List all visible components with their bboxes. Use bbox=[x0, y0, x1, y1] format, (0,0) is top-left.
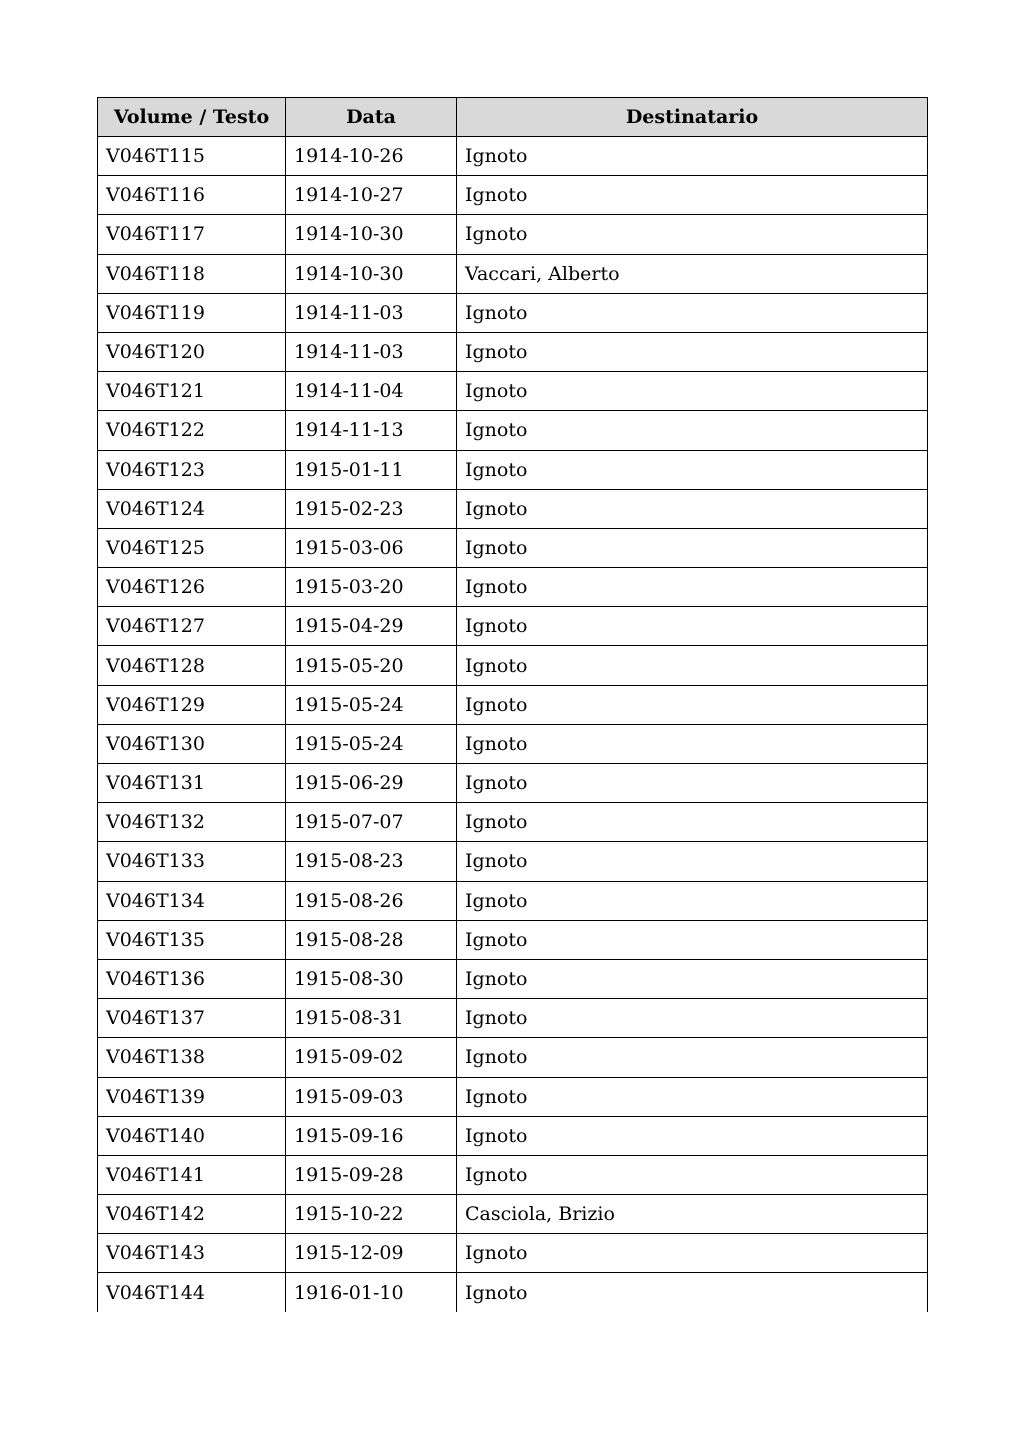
volume-testo-cell: V046T129 bbox=[98, 685, 286, 724]
data-cell: 1914-11-03 bbox=[286, 332, 457, 371]
volume-testo-cell: V046T139 bbox=[98, 1077, 286, 1116]
table-row bbox=[98, 1077, 928, 1116]
destinatario-cell: Ignoto bbox=[457, 489, 928, 528]
destinatario-cell: Ignoto bbox=[457, 372, 928, 411]
data-cell: 1915-08-23 bbox=[286, 842, 457, 881]
data-cell: 1915-02-23 bbox=[286, 489, 457, 528]
destinatario-cell: Ignoto bbox=[457, 764, 928, 803]
volume-testo-cell: V046T144 bbox=[98, 1273, 286, 1312]
volume-testo-cell: V046T136 bbox=[98, 959, 286, 998]
table-row bbox=[98, 1038, 928, 1077]
table-row bbox=[98, 646, 928, 685]
volume-testo-cell: V046T131 bbox=[98, 764, 286, 803]
destinatario-cell: Ignoto bbox=[457, 1155, 928, 1194]
volume-testo-cell: V046T138 bbox=[98, 1038, 286, 1077]
volume-testo-cell: V046T130 bbox=[98, 724, 286, 763]
destinatario-cell: Ignoto bbox=[457, 685, 928, 724]
data-cell: 1915-03-06 bbox=[286, 528, 457, 567]
table-row bbox=[98, 1195, 928, 1234]
data-cell: 1915-09-16 bbox=[286, 1116, 457, 1155]
volume-testo-cell: V046T121 bbox=[98, 372, 286, 411]
destinatario-cell: Ignoto bbox=[457, 568, 928, 607]
table-row bbox=[98, 1273, 928, 1312]
data-cell: 1915-06-29 bbox=[286, 764, 457, 803]
volume-testo-cell: V046T128 bbox=[98, 646, 286, 685]
table-row bbox=[98, 137, 928, 176]
table-row bbox=[98, 999, 928, 1038]
table-row bbox=[98, 489, 928, 528]
table-header bbox=[98, 98, 928, 137]
letters-register-table bbox=[97, 97, 928, 1312]
volume-testo-cell: V046T124 bbox=[98, 489, 286, 528]
destinatario-cell: Ignoto bbox=[457, 999, 928, 1038]
volume-testo-cell: V046T116 bbox=[98, 176, 286, 215]
data-cell: 1915-08-31 bbox=[286, 999, 457, 1038]
destinatario-cell: Ignoto bbox=[457, 1038, 928, 1077]
table-row bbox=[98, 920, 928, 959]
destinatario-cell: Ignoto bbox=[457, 607, 928, 646]
column-header-destinatario: Destinatario bbox=[457, 98, 928, 137]
destinatario-cell: Ignoto bbox=[457, 332, 928, 371]
data-cell: 1915-05-24 bbox=[286, 685, 457, 724]
table-row bbox=[98, 803, 928, 842]
table-row bbox=[98, 332, 928, 371]
data-cell: 1914-10-26 bbox=[286, 137, 457, 176]
destinatario-cell: Ignoto bbox=[457, 959, 928, 998]
volume-testo-cell: V046T143 bbox=[98, 1234, 286, 1273]
volume-testo-cell: V046T119 bbox=[98, 293, 286, 332]
destinatario-cell: Vaccari, Alberto bbox=[457, 254, 928, 293]
destinatario-cell: Ignoto bbox=[457, 215, 928, 254]
destinatario-cell: Ignoto bbox=[457, 137, 928, 176]
volume-testo-cell: V046T137 bbox=[98, 999, 286, 1038]
data-cell: 1915-05-24 bbox=[286, 724, 457, 763]
volume-testo-cell: V046T123 bbox=[98, 450, 286, 489]
volume-testo-cell: V046T132 bbox=[98, 803, 286, 842]
data-cell: 1914-10-30 bbox=[286, 215, 457, 254]
table-row bbox=[98, 1155, 928, 1194]
destinatario-cell: Ignoto bbox=[457, 1234, 928, 1273]
destinatario-cell: Ignoto bbox=[457, 1077, 928, 1116]
table-row bbox=[98, 764, 928, 803]
volume-testo-cell: V046T135 bbox=[98, 920, 286, 959]
data-cell: 1915-07-07 bbox=[286, 803, 457, 842]
destinatario-cell: Ignoto bbox=[457, 724, 928, 763]
data-cell: 1915-03-20 bbox=[286, 568, 457, 607]
volume-testo-cell: V046T126 bbox=[98, 568, 286, 607]
data-cell: 1914-10-27 bbox=[286, 176, 457, 215]
destinatario-cell: Ignoto bbox=[457, 1273, 928, 1312]
table-row bbox=[98, 254, 928, 293]
table-row bbox=[98, 176, 928, 215]
table-row bbox=[98, 1234, 928, 1273]
destinatario-cell: Ignoto bbox=[457, 176, 928, 215]
volume-testo-cell: V046T125 bbox=[98, 528, 286, 567]
destinatario-cell: Ignoto bbox=[457, 528, 928, 567]
table-row bbox=[98, 842, 928, 881]
data-cell: 1915-04-29 bbox=[286, 607, 457, 646]
table-row bbox=[98, 685, 928, 724]
volume-testo-cell: V046T120 bbox=[98, 332, 286, 371]
table-row bbox=[98, 411, 928, 450]
table-row bbox=[98, 450, 928, 489]
data-cell: 1915-09-02 bbox=[286, 1038, 457, 1077]
volume-testo-cell: V046T142 bbox=[98, 1195, 286, 1234]
destinatario-cell: Ignoto bbox=[457, 1116, 928, 1155]
volume-testo-cell: V046T127 bbox=[98, 607, 286, 646]
data-cell: 1915-08-28 bbox=[286, 920, 457, 959]
table-row bbox=[98, 959, 928, 998]
table-row bbox=[98, 528, 928, 567]
volume-testo-cell: V046T115 bbox=[98, 137, 286, 176]
table-row bbox=[98, 215, 928, 254]
data-cell: 1914-10-30 bbox=[286, 254, 457, 293]
destinatario-cell: Ignoto bbox=[457, 450, 928, 489]
data-cell: 1915-01-11 bbox=[286, 450, 457, 489]
data-cell: 1915-10-22 bbox=[286, 1195, 457, 1234]
volume-testo-cell: V046T140 bbox=[98, 1116, 286, 1155]
data-cell: 1915-09-28 bbox=[286, 1155, 457, 1194]
data-cell: 1915-08-26 bbox=[286, 881, 457, 920]
data-cell: 1916-01-10 bbox=[286, 1273, 457, 1312]
destinatario-cell: Ignoto bbox=[457, 293, 928, 332]
destinatario-cell: Ignoto bbox=[457, 803, 928, 842]
table-row bbox=[98, 372, 928, 411]
destinatario-cell: Ignoto bbox=[457, 881, 928, 920]
volume-testo-cell: V046T141 bbox=[98, 1155, 286, 1194]
table-row bbox=[98, 881, 928, 920]
column-header-volume-testo: Volume / Testo bbox=[98, 98, 286, 137]
data-cell: 1915-05-20 bbox=[286, 646, 457, 685]
table-body bbox=[98, 137, 928, 1313]
table-row bbox=[98, 607, 928, 646]
table-row bbox=[98, 568, 928, 607]
volume-testo-cell: V046T117 bbox=[98, 215, 286, 254]
header-row bbox=[98, 98, 928, 137]
table-row bbox=[98, 724, 928, 763]
volume-testo-cell: V046T118 bbox=[98, 254, 286, 293]
destinatario-cell: Ignoto bbox=[457, 920, 928, 959]
data-cell: 1915-09-03 bbox=[286, 1077, 457, 1116]
volume-testo-cell: V046T134 bbox=[98, 881, 286, 920]
data-cell: 1914-11-04 bbox=[286, 372, 457, 411]
table-row bbox=[98, 293, 928, 332]
destinatario-cell: Casciola, Brizio bbox=[457, 1195, 928, 1234]
data-cell: 1915-08-30 bbox=[286, 959, 457, 998]
table-row bbox=[98, 1116, 928, 1155]
data-cell: 1914-11-13 bbox=[286, 411, 457, 450]
destinatario-cell: Ignoto bbox=[457, 411, 928, 450]
column-header-data: Data bbox=[286, 98, 457, 137]
destinatario-cell: Ignoto bbox=[457, 842, 928, 881]
data-cell: 1914-11-03 bbox=[286, 293, 457, 332]
data-cell: 1915-12-09 bbox=[286, 1234, 457, 1273]
volume-testo-cell: V046T133 bbox=[98, 842, 286, 881]
destinatario-cell: Ignoto bbox=[457, 646, 928, 685]
volume-testo-cell: V046T122 bbox=[98, 411, 286, 450]
